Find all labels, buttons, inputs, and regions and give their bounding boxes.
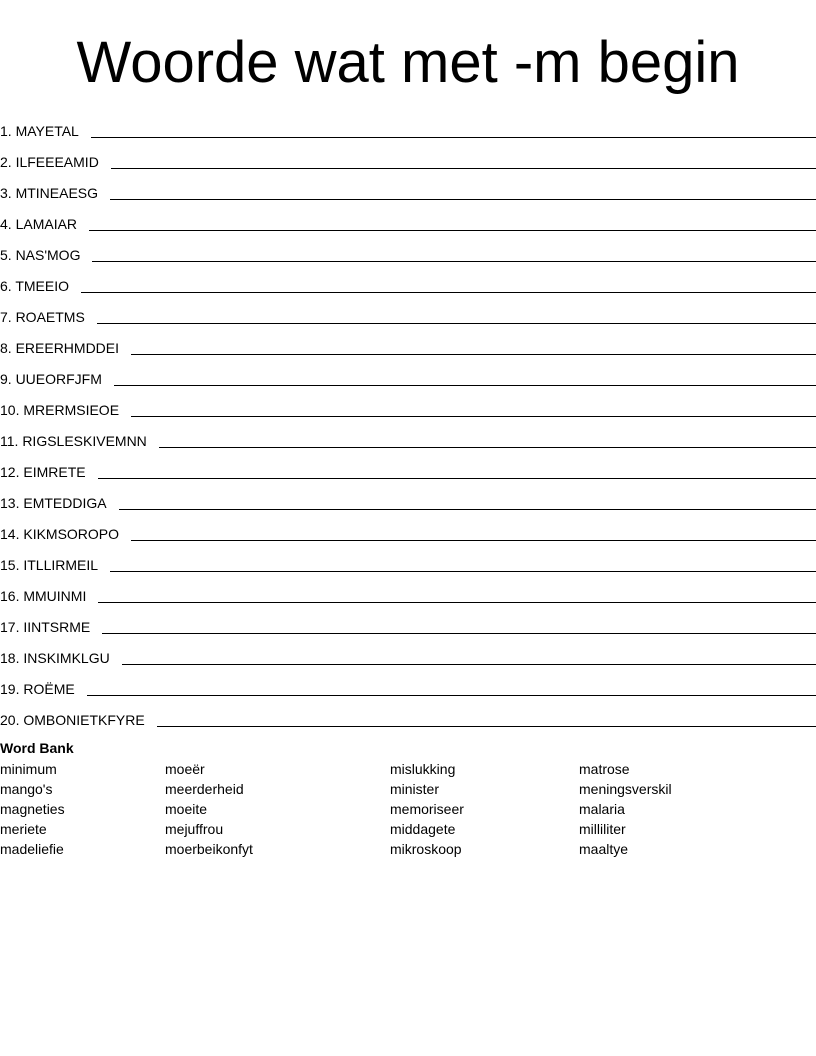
scramble-item — [0, 575, 816, 606]
scramble-item — [0, 637, 816, 668]
scramble-word: 8. EREERHMDDEI — [0, 340, 120, 356]
scramble-word: 2. ILFEEEAMID — [0, 154, 99, 170]
page-title: Woorde wat met -m begin — [76, 30, 740, 95]
word-bank-word: mango's — [0, 781, 53, 797]
answer-line[interactable] — [110, 571, 816, 572]
scramble-word: 13. EMTEDDIGA — [0, 495, 107, 511]
scramble-word: 20. OMBONIETKFYRE — [0, 712, 145, 728]
scramble-word: 6. TMEEIO — [0, 278, 69, 294]
word-bank-word: magneties — [0, 801, 65, 817]
answer-line[interactable] — [119, 509, 816, 510]
answer-line[interactable] — [110, 199, 816, 200]
answer-line[interactable] — [102, 633, 816, 634]
word-bank — [0, 739, 816, 859]
answer-line[interactable] — [87, 695, 816, 696]
scramble-word: 4. LAMAIAR — [0, 216, 78, 232]
scramble-item — [0, 234, 816, 265]
answer-line[interactable] — [111, 168, 816, 169]
word-bank-word: moerbeikonfyt — [165, 841, 253, 857]
word-bank-word: moeër — [165, 761, 205, 777]
scramble-word: 16. MMUINMI — [0, 588, 87, 604]
word-bank-title: Word Bank — [0, 740, 74, 756]
answer-line[interactable] — [114, 385, 816, 386]
scramble-item — [0, 296, 816, 327]
word-bank-word: madeliefie — [0, 841, 64, 857]
word-bank-word: meriete — [0, 821, 47, 837]
scramble-word: 10. MRERMSIEOE — [0, 402, 120, 418]
answer-line[interactable] — [131, 540, 816, 541]
word-bank-word: mislukking — [390, 761, 456, 777]
word-bank-word: malaria — [579, 801, 625, 817]
scramble-item — [0, 451, 816, 482]
answer-line[interactable] — [81, 292, 816, 293]
word-bank-word: mejuffrou — [165, 821, 224, 837]
scramble-item — [0, 420, 816, 451]
scramble-word: 14. KIKMSOROPO — [0, 526, 120, 542]
answer-line[interactable] — [159, 447, 816, 448]
scramble-word: 3. MTINEAESG — [0, 185, 99, 201]
word-bank-word: milliliter — [579, 821, 626, 837]
scramble-word: 19. ROËME — [0, 681, 75, 697]
answer-line[interactable] — [98, 602, 816, 603]
scramble-list — [0, 110, 816, 730]
word-bank-word: minister — [390, 781, 440, 797]
word-bank-word: memoriseer — [390, 801, 464, 817]
word-bank-word: moeite — [165, 801, 208, 817]
scramble-word: 7. ROAETMS — [0, 309, 85, 325]
scramble-word: 5. NAS'MOG — [0, 247, 81, 263]
answer-line[interactable] — [98, 478, 816, 479]
word-bank-word: meerderheid — [165, 781, 244, 797]
scramble-word: 15. ITLLIRMEIL — [0, 557, 99, 573]
answer-line[interactable] — [97, 323, 816, 324]
word-bank-word: maaltye — [579, 841, 629, 857]
answer-line[interactable] — [122, 664, 816, 665]
answer-line[interactable] — [92, 261, 816, 262]
scramble-word: 18. INSKIMKLGU — [0, 650, 110, 666]
answer-line[interactable] — [157, 726, 816, 727]
scramble-word: 17. IINTSRME — [0, 619, 91, 635]
word-bank-word: middagete — [390, 821, 456, 837]
scramble-item — [0, 482, 816, 513]
word-bank-word: meningsverskil — [579, 781, 672, 797]
word-bank-grid — [0, 759, 816, 859]
scramble-word: 11. RIGSLESKIVEMNN — [0, 433, 147, 449]
scramble-item — [0, 668, 816, 699]
scramble-word: 12. EIMRETE — [0, 464, 86, 480]
scramble-word: 9. UUEORFJFM — [0, 371, 102, 387]
scramble-item — [0, 265, 816, 296]
scramble-item — [0, 141, 816, 172]
word-bank-word: mikroskoop — [390, 841, 462, 857]
answer-line[interactable] — [131, 416, 816, 417]
scramble-item — [0, 513, 816, 544]
answer-line[interactable] — [89, 230, 816, 231]
scramble-item — [0, 172, 816, 203]
answer-line[interactable] — [91, 137, 816, 138]
scramble-item — [0, 699, 816, 730]
scramble-item — [0, 327, 816, 358]
scramble-item — [0, 203, 816, 234]
scramble-item — [0, 389, 816, 420]
scramble-word: 1. MAYETAL — [0, 123, 79, 139]
scramble-item — [0, 110, 816, 141]
word-bank-word: matrose — [579, 761, 630, 777]
scramble-item — [0, 544, 816, 575]
word-bank-word: minimum — [0, 761, 57, 777]
scramble-item — [0, 606, 816, 637]
scramble-item — [0, 358, 816, 389]
answer-line[interactable] — [131, 354, 816, 355]
